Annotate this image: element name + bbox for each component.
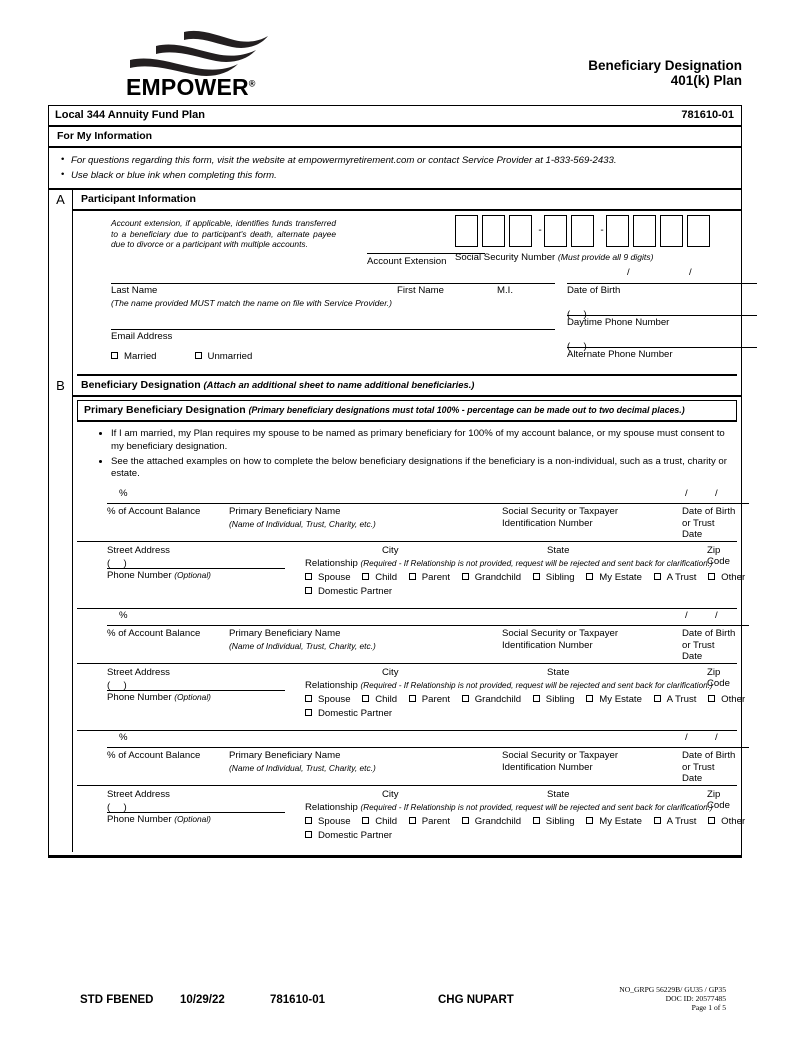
- primary-beneficiary-name-label: Primary Beneficiary Name: [229, 506, 341, 518]
- relationship-option-my-estate[interactable]: My Estate: [586, 572, 642, 583]
- state-label: State: [547, 789, 570, 801]
- beneficiary-ssn-label-line2: Identification Number: [502, 640, 593, 652]
- beneficiary-row: [77, 730, 746, 852]
- primary-beneficiary-name-note: (Name of Individual, Trust, Charity, etc.): [229, 641, 376, 652]
- daytime-phone-input[interactable]: [567, 315, 757, 316]
- form-title-line1: Beneficiary Designation: [588, 58, 742, 73]
- checkbox-icon[interactable]: [654, 817, 661, 824]
- daytime-phone-parens: ( ): [567, 309, 587, 320]
- last-name-label: Last Name: [111, 285, 158, 296]
- checkbox-icon[interactable]: [708, 573, 715, 580]
- checkbox-icon[interactable]: [305, 695, 312, 702]
- beneficiary-ssn-label-line2: Identification Number: [502, 518, 593, 530]
- ssn-digit-box[interactable]: [571, 215, 594, 247]
- relationship-option-other[interactable]: Other: [708, 816, 745, 827]
- plan-bar: [48, 105, 742, 127]
- ssn-digit-box[interactable]: [687, 215, 710, 247]
- percent-symbol: %: [119, 610, 128, 622]
- section-b-bullets: [73, 422, 741, 487]
- bullet-icon: •: [61, 169, 65, 180]
- phone-parens: ( ): [107, 802, 127, 814]
- checkbox-icon[interactable]: [533, 573, 540, 580]
- middle-initial-label: M.I.: [497, 285, 513, 296]
- beneficiary-dob-label-line2: or Trust Date: [682, 640, 715, 663]
- relationship-option-my-estate[interactable]: My Estate: [586, 816, 642, 827]
- relationship-option-grandchild[interactable]: Grandchild: [462, 572, 521, 583]
- email-input[interactable]: [111, 329, 555, 330]
- phone-parens: ( ): [107, 558, 127, 570]
- city-label: City: [382, 545, 399, 557]
- page-header: [48, 22, 742, 100]
- unmarried-option[interactable]: [195, 351, 253, 362]
- account-extension-label: Account Extension: [367, 256, 447, 267]
- daytime-phone-label: Daytime Phone Number: [567, 317, 670, 328]
- checkbox-icon[interactable]: [462, 817, 469, 824]
- checkbox-icon[interactable]: [654, 695, 661, 702]
- footer-page-number: Page 1 of 5: [691, 1003, 726, 1012]
- section-b-heading: Beneficiary Designation (Attach an additional sheet to name additional beneficiaries.): [73, 376, 741, 397]
- beneficiary-address-fields: [77, 663, 746, 730]
- plan-name: Local 344 Annuity Fund Plan: [55, 109, 205, 121]
- ssn-digit-box[interactable]: [606, 215, 629, 247]
- ssn-digit-box[interactable]: [544, 215, 567, 247]
- beneficiary-name-input[interactable]: [107, 503, 537, 504]
- relationship-option-my-estate[interactable]: My Estate: [586, 694, 642, 705]
- beneficiary-ssn-dob-input[interactable]: [537, 503, 749, 504]
- pct-of-balance-label: % of Account Balance: [107, 628, 201, 640]
- footer-plan-number: 781610-01: [270, 994, 325, 1006]
- percent-symbol: %: [119, 488, 128, 500]
- ssn-digit-box[interactable]: [660, 215, 683, 247]
- beneficiary-ssn-label-line1: Social Security or Taxpayer: [502, 628, 619, 640]
- city-label: City: [382, 667, 399, 679]
- percent-symbol: %: [119, 732, 128, 744]
- form-frame: [48, 105, 746, 858]
- phone-number-label: Phone Number (Optional): [107, 692, 211, 704]
- checkbox-icon[interactable]: [708, 695, 715, 702]
- section-b-bullet: • If I am married, my Plan requires my spouse to be named as primary beneficiary for 100% of my account balance, or my spouse must consent to my beneficiary designation.: [111, 428, 729, 454]
- primary-beneficiary-subheading: Primary Beneficiary Designation (Primary beneficiary designations must total 100% - percentage can be made out to two decimal places.): [77, 400, 737, 422]
- checkbox-icon[interactable]: [305, 587, 312, 594]
- beneficiary-phone-input[interactable]: [107, 690, 285, 691]
- beneficiary-dob-label-line1: Date of Birth: [682, 750, 736, 762]
- relationship-option-parent[interactable]: Parent: [409, 572, 450, 583]
- checkbox-icon[interactable]: [586, 573, 593, 580]
- pct-of-balance-label: % of Account Balance: [107, 750, 201, 762]
- footer-code-line2: DOC ID: 20577485: [665, 994, 726, 1003]
- email-label: Email Address: [111, 331, 173, 342]
- relationship-option-domestic-partner[interactable]: Domestic Partner: [305, 586, 392, 597]
- checkbox-icon[interactable]: [305, 573, 312, 580]
- section-b-content: [73, 376, 746, 852]
- relationship-option-grandchild[interactable]: Grandchild: [462, 816, 521, 827]
- relationship-option-other[interactable]: Other: [708, 694, 745, 705]
- state-label: State: [547, 545, 570, 557]
- footer-doc-codes: [619, 985, 726, 1012]
- section-a-heading: Participant Information: [73, 190, 741, 211]
- checkbox-icon[interactable]: [586, 817, 593, 824]
- relationship-option-spouse[interactable]: Spouse: [305, 816, 351, 827]
- primary-beneficiary-name-label: Primary Beneficiary Name: [229, 628, 341, 640]
- relationship-option-parent[interactable]: Parent: [409, 816, 450, 827]
- unmarried-label: Unmarried: [207, 351, 253, 362]
- footer-code-line1: NO_GRPG 56229B/ GU35 / GP35: [619, 985, 726, 994]
- checkbox-icon[interactable]: [708, 817, 715, 824]
- checkbox-icon[interactable]: [462, 695, 469, 702]
- section-b-bullet: • See the attached examples on how to complete the below beneficiary designations if the beneficiary is a non-individual, such as a trust, charity or estate.: [111, 456, 729, 482]
- checkbox-icon[interactable]: [305, 831, 312, 838]
- footer-date: 10/29/22: [180, 994, 225, 1006]
- checkbox-icon[interactable]: [195, 352, 202, 359]
- checkbox-icon[interactable]: [533, 695, 540, 702]
- beneficiary-identity-fields: [77, 731, 737, 785]
- alternate-phone-parens: ( ): [567, 341, 587, 352]
- account-extension-note: Account extension, if applicable, identifies funds transferred to a beneficiary due to participant's death, alternate payee due to divorce or a participant with multiple accounts.: [111, 218, 336, 249]
- street-address-label: Street Address: [107, 545, 170, 557]
- frame-bottom-border: [48, 852, 742, 858]
- beneficiary-address-fields: [77, 785, 746, 852]
- plan-number: 781610-01: [681, 109, 734, 121]
- beneficiary-ssn-label-line1: Social Security or Taxpayer: [502, 750, 619, 762]
- phone-number-label: Phone Number (Optional): [107, 570, 211, 582]
- info-bullet: • Use black or blue ink when completing this form.: [61, 169, 277, 181]
- info-bullet: • For questions regarding this form, visit the website at empowermyretirement.com or contact Service Provider at 1-833-569-2433.: [61, 154, 617, 166]
- ssn-label: Social Security Number (Must provide all 9 digits): [455, 252, 654, 263]
- first-name-label: First Name: [397, 285, 444, 296]
- beneficiary-identity-fields: [77, 487, 737, 541]
- ssn-digit-box[interactable]: [482, 215, 505, 247]
- primary-beneficiary-name-label: Primary Beneficiary Name: [229, 750, 341, 762]
- checkbox-icon[interactable]: [362, 817, 369, 824]
- ssn-digit-box[interactable]: [509, 215, 532, 247]
- beneficiary-row: [77, 608, 746, 730]
- state-label: State: [547, 667, 570, 679]
- relationship-header: Relationship (Required - If Relationship is not provided, request will be rejected and sent back for clarification.): [305, 558, 713, 570]
- beneficiary-dob-label-line1: Date of Birth: [682, 628, 736, 640]
- zip-code-label: Zip Code: [707, 545, 730, 568]
- name-input[interactable]: [111, 283, 555, 284]
- dob-slash: /: [715, 732, 718, 744]
- empower-wordmark: EMPOWER®: [126, 74, 256, 100]
- zip-code-label: Zip Code: [707, 789, 730, 812]
- name-match-note: (The name provided MUST match the name on file with Service Provider.): [111, 298, 393, 308]
- relationship-option-child[interactable]: Child: [362, 816, 397, 827]
- relationship-option-other[interactable]: Other: [708, 572, 745, 583]
- for-my-information-body: [48, 148, 742, 190]
- beneficiary-ssn-dob-input[interactable]: [537, 747, 749, 748]
- checkbox-icon[interactable]: [409, 573, 416, 580]
- footer-change-code: CHG NUPART: [438, 994, 514, 1006]
- street-address-label: Street Address: [107, 789, 170, 801]
- dob-slash: /: [685, 732, 688, 744]
- section-b: [48, 376, 746, 852]
- marital-status-options: [111, 351, 252, 362]
- date-of-birth-input[interactable]: [567, 283, 757, 284]
- relationship-option-domestic-partner[interactable]: Domestic Partner: [305, 708, 392, 719]
- checkbox-icon[interactable]: [305, 709, 312, 716]
- ssn-digit-box[interactable]: [455, 215, 478, 247]
- relationship-option-child[interactable]: Child: [362, 694, 397, 705]
- relationship-option-sibling[interactable]: Sibling: [533, 694, 575, 705]
- relationship-option-spouse[interactable]: Spouse: [305, 694, 351, 705]
- for-my-information-heading: For My Information: [48, 127, 742, 148]
- beneficiary-ssn-label-line2: Identification Number: [502, 762, 593, 774]
- checkbox-icon[interactable]: [362, 573, 369, 580]
- alternate-phone-input[interactable]: [567, 347, 757, 348]
- checkbox-icon[interactable]: [111, 352, 118, 359]
- relationship-option-domestic-partner[interactable]: Domestic Partner: [305, 830, 392, 841]
- checkbox-icon[interactable]: [654, 573, 661, 580]
- relationship-header: Relationship (Required - If Relationship is not provided, request will be rejected and sent back for clarification.): [305, 680, 713, 692]
- relationship-options: [305, 816, 754, 827]
- relationship-options: [305, 572, 754, 583]
- ssn-dash: -: [538, 225, 542, 236]
- beneficiary-row: [77, 487, 746, 608]
- dob-slash: /: [685, 488, 688, 500]
- section-a-letter: A: [49, 190, 73, 376]
- relationship-header: Relationship (Required - If Relationship is not provided, request will be rejected and sent back for clarification.): [305, 802, 713, 814]
- beneficiary-ssn-label-line1: Social Security or Taxpayer: [502, 506, 619, 518]
- beneficiary-name-input[interactable]: [107, 625, 537, 626]
- beneficiary-phone-input[interactable]: [107, 812, 285, 813]
- ssn-digit-box[interactable]: [633, 215, 656, 247]
- date-of-birth-label: Date of Birth: [567, 285, 621, 296]
- street-address-label: Street Address: [107, 667, 170, 679]
- ssn-dash: -: [600, 225, 604, 236]
- dob-slash: /: [715, 610, 718, 622]
- checkbox-icon[interactable]: [409, 695, 416, 702]
- section-b-letter: B: [49, 376, 73, 852]
- checkbox-icon[interactable]: [533, 817, 540, 824]
- page-footer: [48, 985, 742, 1028]
- checkbox-icon[interactable]: [462, 573, 469, 580]
- checkbox-icon[interactable]: [586, 695, 593, 702]
- married-label: Married: [124, 351, 157, 362]
- beneficiary-identity-fields: [77, 609, 737, 663]
- zip-code-label: Zip Code: [707, 667, 730, 690]
- beneficiary-dob-label-line2: or Trust Date: [682, 762, 715, 785]
- section-a-content: [73, 190, 741, 376]
- registered-mark: ®: [248, 78, 256, 89]
- alternate-phone-label: Alternate Phone Number: [567, 349, 673, 360]
- beneficiary-address-fields: [77, 541, 746, 608]
- checkbox-icon[interactable]: [409, 817, 416, 824]
- primary-beneficiary-name-note: (Name of Individual, Trust, Charity, etc.): [229, 763, 376, 774]
- form-title: [588, 58, 742, 88]
- relationship-option-spouse[interactable]: Spouse: [305, 572, 351, 583]
- dob-slash: /: [715, 488, 718, 500]
- relationship-option-child[interactable]: Child: [362, 572, 397, 583]
- relationship-option-sibling[interactable]: Sibling: [533, 816, 575, 827]
- relationship-option-sibling[interactable]: Sibling: [533, 572, 575, 583]
- checkbox-icon[interactable]: [305, 817, 312, 824]
- beneficiary-dob-label-line2: or Trust Date: [682, 518, 715, 541]
- form-title-line2: 401(k) Plan: [670, 73, 742, 88]
- beneficiary-dob-label-line1: Date of Birth: [682, 506, 736, 518]
- checkbox-icon[interactable]: [362, 695, 369, 702]
- bullet-icon: •: [61, 154, 65, 165]
- relationship-option-grandchild[interactable]: Grandchild: [462, 694, 521, 705]
- footer-form-code: STD FBENED: [80, 994, 154, 1006]
- beneficiary-ssn-dob-input[interactable]: [537, 625, 749, 626]
- ssn-input-boxes[interactable]: [455, 215, 714, 247]
- phone-parens: ( ): [107, 680, 127, 692]
- beneficiary-name-input[interactable]: [107, 747, 537, 748]
- relationship-options: [305, 694, 754, 705]
- relationship-option-a-trust[interactable]: A Trust: [654, 572, 697, 583]
- relationship-option-a-trust[interactable]: A Trust: [654, 816, 697, 827]
- section-a: [48, 190, 742, 376]
- beneficiary-phone-input[interactable]: [107, 568, 285, 569]
- participant-info-fields: Account extension, if applicable, identifies funds transferred to a beneficiary due to participant's death, alternate payee due to divorce or a participant with multiple accounts. Account Extension - - Social Security Number (Must provide all 9 digits) / / Date of Birth Last Name First Name M.I. (The name provided MUST match the name on file with Service Provider.) ( ) Daytime Phone Number Email Address ( ) Alternate Phone Number Married Unmarried: [77, 211, 737, 376]
- married-option[interactable]: [111, 351, 157, 362]
- relationship-option-parent[interactable]: Parent: [409, 694, 450, 705]
- dob-slash: /: [685, 610, 688, 622]
- primary-beneficiary-name-note: (Name of Individual, Trust, Charity, etc.): [229, 519, 376, 530]
- relationship-option-a-trust[interactable]: A Trust: [654, 694, 697, 705]
- city-label: City: [382, 789, 399, 801]
- phone-number-label: Phone Number (Optional): [107, 814, 211, 826]
- pct-of-balance-label: % of Account Balance: [107, 506, 201, 518]
